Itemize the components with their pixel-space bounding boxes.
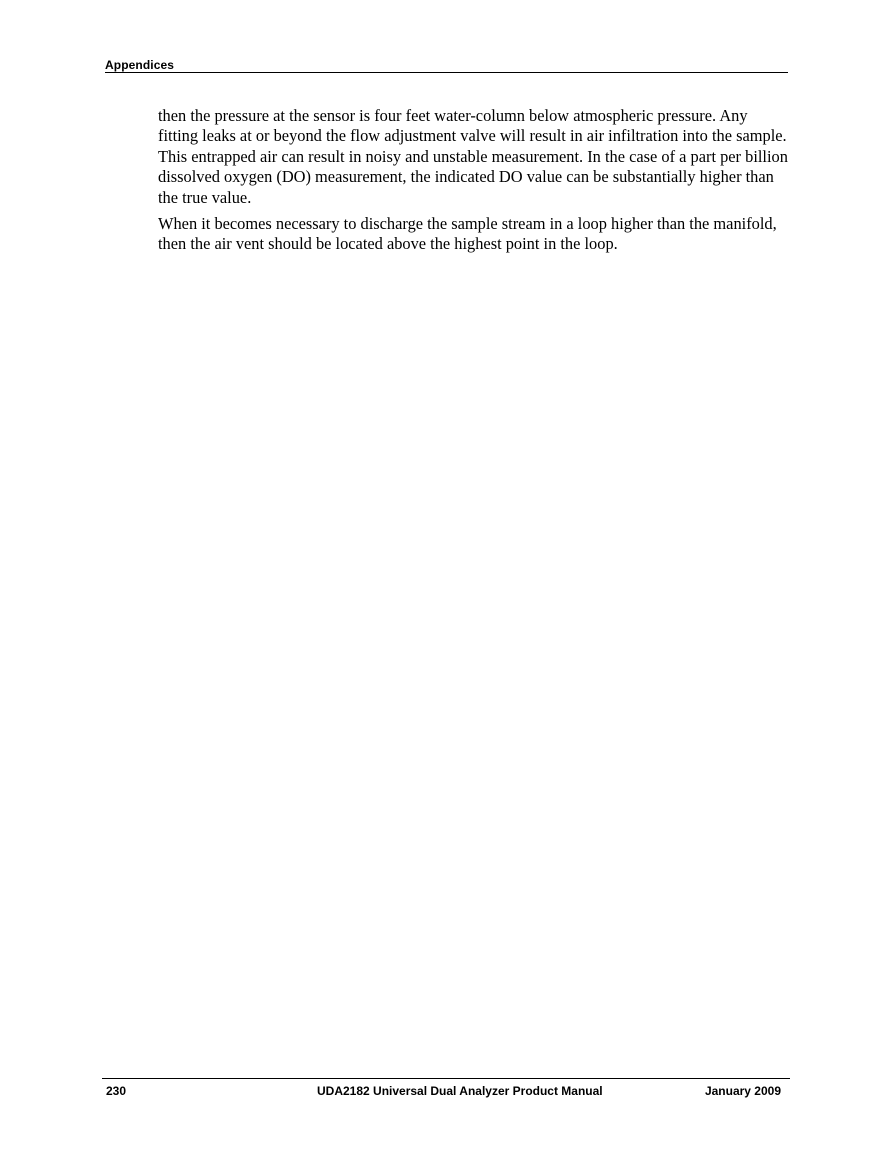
section-title: Appendices (105, 58, 175, 72)
paragraph: When it becomes necessary to discharge the sample stream in a loop higher than the manifold, then the air vent should be located above the highest point in the loop. (158, 214, 777, 254)
publication-date: January 2009 (704, 1084, 781, 1098)
page-number: 230 (106, 1084, 127, 1098)
paragraph: then the pressure at the sensor is four feet water-column below atmospheric pressure. Any fitting leaks at or beyond the flow adjustment valve will result in air infiltration into the sample. This entrapped air can result in noisy and unstable measurement. In the case of a part per billion dissolved oxygen (DO) measurement, the indicated DO value can be substantially higher than the true value. (158, 106, 788, 207)
page-footer (102, 1078, 790, 1099)
manual-title: UDA2182 Universal Dual Analyzer Product Manual (317, 1084, 603, 1098)
body-text (158, 106, 788, 261)
page-header (105, 57, 788, 73)
